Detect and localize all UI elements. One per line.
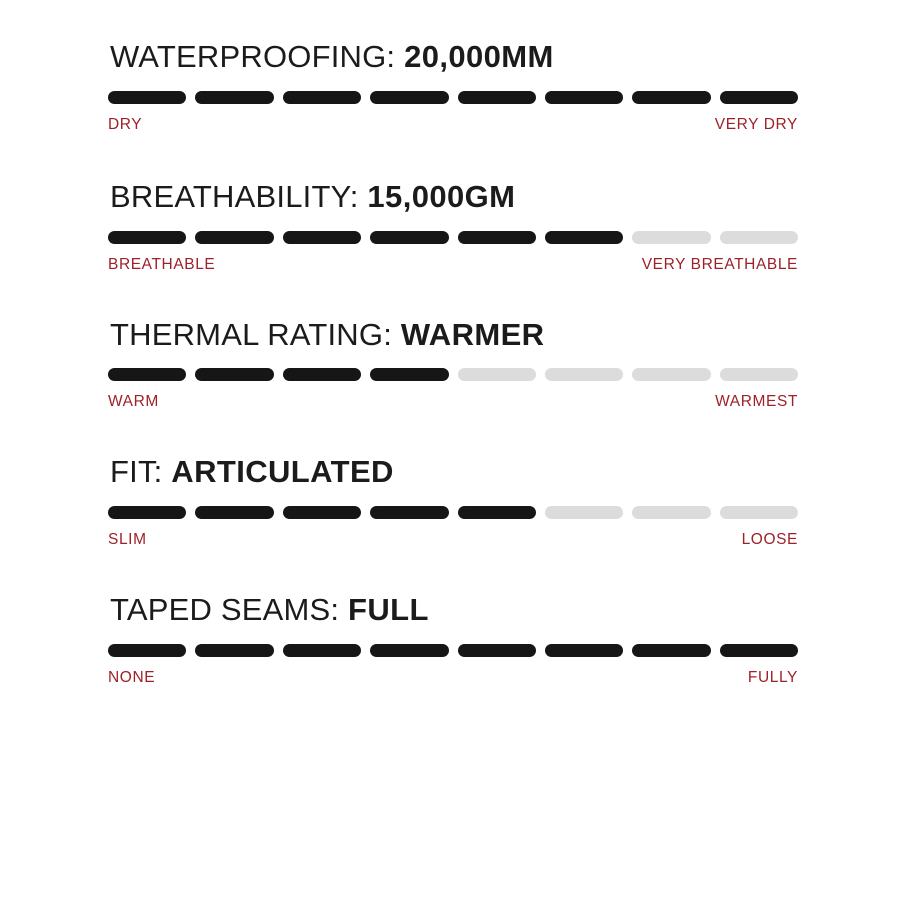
meter-label-low: SLIM [108, 531, 147, 548]
meter-segment-filled [195, 231, 273, 244]
meter-segment-filled [283, 368, 361, 381]
meter-label-low: NONE [108, 668, 156, 686]
spec-value: FULL [348, 592, 429, 627]
rating-meter [108, 368, 798, 381]
meter-segment-empty [720, 231, 798, 244]
meter-label-high: LOOSE [741, 531, 798, 548]
rating-meter [108, 506, 798, 519]
meter-segment-filled [108, 644, 186, 657]
rating-meter [108, 91, 798, 104]
meter-segment-filled [632, 644, 710, 657]
meter-segment-empty [720, 368, 798, 381]
meter-scale-labels [108, 531, 798, 549]
meter-segment-filled [370, 506, 448, 519]
meter-segment-filled [370, 644, 448, 657]
meter-segment-empty [720, 506, 798, 519]
meter-segment-filled [458, 91, 536, 104]
meter-label-high: FULLY [747, 668, 798, 686]
meter-segment-empty [545, 368, 623, 381]
rating-meter [108, 231, 798, 244]
spec-value: 20,000MM [404, 39, 554, 74]
meter-segment-filled [545, 91, 623, 104]
meter-segment-filled [458, 231, 536, 244]
meter-scale-labels [108, 669, 798, 687]
spec-title [110, 38, 800, 77]
spec-label: TAPED SEAMS: [110, 592, 340, 627]
meter-segment-filled [195, 506, 273, 519]
meter-scale-labels [108, 256, 798, 274]
meter-segment-filled [283, 644, 361, 657]
meter-label-low: BREATHABLE [108, 255, 216, 273]
meter-segment-filled [370, 231, 448, 244]
meter-segment-empty [632, 368, 710, 381]
meter-segment-filled [632, 91, 710, 104]
meter-segment-filled [545, 231, 623, 244]
spec-label: THERMAL RATING: [110, 316, 393, 352]
meter-segment-filled [283, 506, 361, 519]
meter-segment-filled [108, 368, 186, 381]
meter-segment-filled [720, 91, 798, 104]
meter-segment-filled [458, 644, 536, 657]
meter-segment-filled [370, 368, 448, 381]
spec-title [110, 453, 800, 492]
spec-value: 15,000GM [367, 178, 516, 214]
meter-segment-filled [545, 644, 623, 657]
meter-segment-filled [283, 231, 361, 244]
spec-block-waterproofing [108, 38, 800, 134]
meter-segment-empty [458, 368, 536, 381]
meter-label-high: WARMEST [715, 393, 798, 411]
meter-segment-filled [283, 91, 361, 104]
meter-segment-filled [195, 368, 273, 381]
spec-title [110, 591, 800, 630]
spec-block-taped-seams [108, 591, 800, 687]
meter-label-low: DRY [108, 115, 143, 133]
rating-meter [108, 644, 798, 657]
spec-block-thermal-rating [108, 316, 800, 412]
meter-segment-empty [545, 506, 623, 519]
meter-segment-filled [458, 506, 536, 519]
spec-block-fit [108, 453, 800, 549]
meter-segment-empty [632, 506, 710, 519]
meter-scale-labels [108, 116, 798, 134]
spec-value: WARMER [400, 316, 545, 352]
meter-segment-filled [108, 91, 186, 104]
meter-segment-filled [370, 91, 448, 104]
spec-title [110, 178, 800, 217]
meter-label-high: VERY DRY [714, 115, 798, 133]
meter-segment-filled [108, 231, 186, 244]
spec-title [110, 316, 800, 355]
meter-label-high: VERY BREATHABLE [641, 255, 798, 273]
meter-scale-labels [108, 393, 798, 411]
meter-label-low: WARM [108, 393, 159, 411]
meter-segment-filled [195, 91, 273, 104]
meter-segment-filled [108, 506, 186, 519]
spec-label: WATERPROOFING: [110, 39, 396, 74]
spec-value: ARTICULATED [171, 454, 394, 490]
meter-segment-filled [195, 644, 273, 657]
meter-segment-empty [632, 231, 710, 244]
spec-label: FIT: [110, 454, 163, 490]
meter-segment-filled [720, 644, 798, 657]
spec-block-breathability [108, 178, 800, 274]
spec-label: BREATHABILITY: [110, 178, 359, 214]
